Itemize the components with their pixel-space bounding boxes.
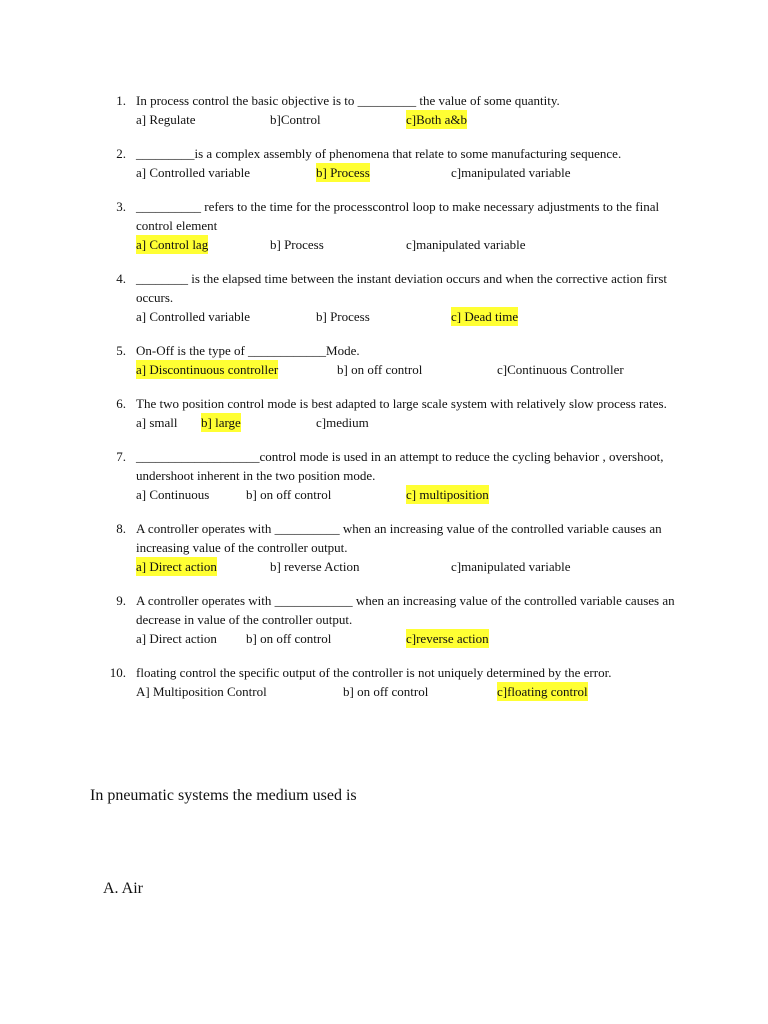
question-text: floating control the specific output of the controller is not uniquely determined by the error. bbox=[136, 665, 612, 680]
answer-options bbox=[0, 307, 768, 326]
answer-option-highlighted: a] Discontinuous controller bbox=[136, 362, 279, 377]
question-item bbox=[0, 519, 768, 576]
question-number: 8. bbox=[116, 521, 126, 536]
answer-option-highlighted: b] Process bbox=[316, 165, 370, 180]
question-number: 6. bbox=[116, 396, 126, 411]
question-item bbox=[0, 447, 768, 504]
answer-option: b] Process bbox=[316, 309, 370, 324]
question-text: A controller operates with ____________ when an increasing value of the controlled variable causes an decrease in value of the controller output. bbox=[136, 593, 675, 627]
answer-option: c]manipulated variable bbox=[451, 165, 571, 180]
answer-option: b] on off control bbox=[246, 487, 332, 502]
question-list bbox=[0, 91, 768, 716]
question-number: 10. bbox=[109, 665, 126, 680]
answer-option: c]Continuous Controller bbox=[497, 362, 624, 377]
answer-option: c]manipulated variable bbox=[451, 559, 571, 574]
answer-option: b]Control bbox=[270, 112, 321, 127]
answer-option: b] on off control bbox=[343, 684, 429, 699]
question-item bbox=[0, 144, 768, 182]
answer-options bbox=[0, 235, 768, 254]
question-item bbox=[0, 341, 768, 379]
answer-option: c]manipulated variable bbox=[406, 237, 526, 252]
answer-options bbox=[0, 413, 768, 432]
question-text: On-Off is the type of ____________Mode. bbox=[136, 343, 360, 358]
answer-option: a] Regulate bbox=[136, 112, 196, 127]
answer-option-highlighted: b] large bbox=[201, 415, 241, 430]
answer-option-highlighted: c]Both a&b bbox=[406, 112, 468, 127]
answer-option: b] on off control bbox=[246, 631, 332, 646]
question-text: ________ is the elapsed time between the instant deviation occurs and when the corrective action first occurs. bbox=[136, 271, 668, 305]
question-number: 1. bbox=[116, 93, 126, 108]
answer-option: b] Process bbox=[270, 237, 324, 252]
extra-question: In pneumatic systems the medium used is bbox=[90, 787, 357, 804]
answer-option: a] small bbox=[136, 415, 178, 430]
question-item bbox=[0, 269, 768, 326]
answer-options bbox=[0, 682, 768, 701]
extra-answer: A. Air bbox=[103, 880, 143, 897]
question-text: In process control the basic objective is to _________ the value of some quantity. bbox=[136, 93, 560, 108]
answer-option-highlighted: c]floating control bbox=[497, 684, 588, 699]
question-number: 9. bbox=[116, 593, 126, 608]
question-item bbox=[0, 197, 768, 254]
answer-option: a] Continuous bbox=[136, 487, 210, 502]
answer-options bbox=[0, 557, 768, 576]
question-number: 2. bbox=[116, 146, 126, 161]
question-number: 7. bbox=[116, 449, 126, 464]
answer-options bbox=[0, 360, 768, 379]
question-item bbox=[0, 663, 768, 701]
answer-options bbox=[0, 485, 768, 504]
question-number: 4. bbox=[116, 271, 126, 286]
answer-option: b] reverse Action bbox=[270, 559, 360, 574]
question-item bbox=[0, 394, 768, 432]
answer-options bbox=[0, 163, 768, 182]
answer-option-highlighted: a] Direct action bbox=[136, 559, 217, 574]
answer-option-highlighted: a] Control lag bbox=[136, 237, 209, 252]
question-text: _________is a complex assembly of phenomena that relate to some manufacturing sequence. bbox=[136, 146, 622, 161]
question-item bbox=[0, 91, 768, 129]
answer-option: a] Controlled variable bbox=[136, 309, 251, 324]
question-text: A controller operates with __________ when an increasing value of the controlled variable causes an increasing value of the controller output. bbox=[136, 521, 662, 555]
question-text: ___________________control mode is used in an attempt to reduce the cycling behavior , overshoot, undershoot inherent in the two position mode. bbox=[136, 449, 664, 483]
answer-option: b] on off control bbox=[337, 362, 423, 377]
answer-option: c]medium bbox=[316, 415, 369, 430]
question-text: The two position control mode is best adapted to large scale system with relatively slow process rates. bbox=[136, 396, 667, 411]
question-number: 5. bbox=[116, 343, 126, 358]
answer-options bbox=[0, 110, 768, 129]
answer-option: A] Multiposition Control bbox=[136, 684, 267, 699]
answer-options bbox=[0, 629, 768, 648]
question-item bbox=[0, 591, 768, 648]
answer-option-highlighted: c] multiposition bbox=[406, 487, 489, 502]
question-text: __________ refers to the time for the processcontrol loop to make necessary adjustments to the final control element bbox=[136, 199, 660, 233]
question-number: 3. bbox=[116, 199, 126, 214]
answer-option: a] Controlled variable bbox=[136, 165, 251, 180]
answer-option-highlighted: c]reverse action bbox=[406, 631, 489, 646]
answer-option: a] Direct action bbox=[136, 631, 217, 646]
answer-option-highlighted: c] Dead time bbox=[451, 309, 519, 324]
